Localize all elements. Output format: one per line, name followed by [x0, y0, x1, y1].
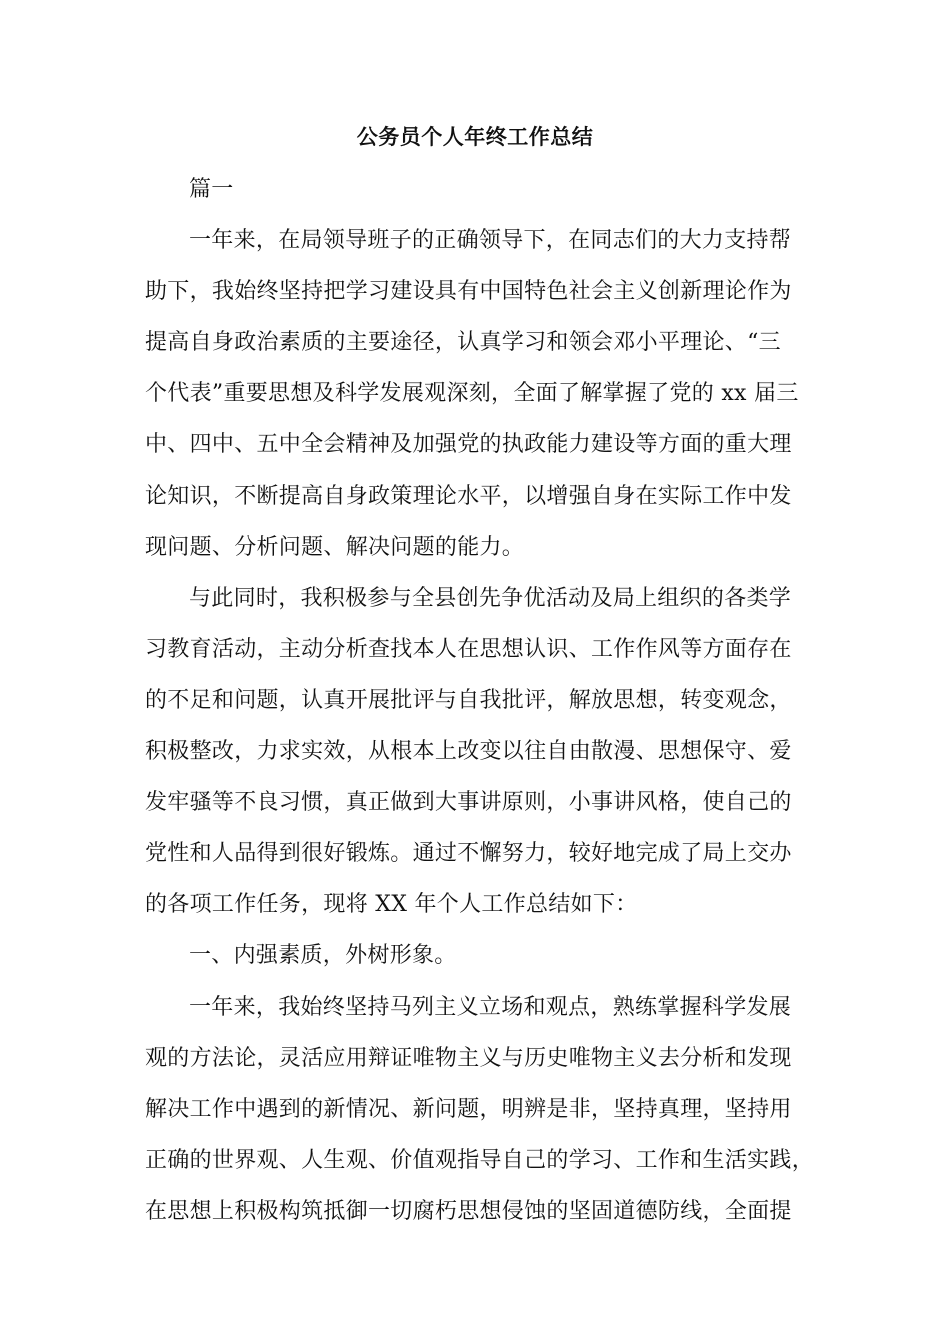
- paragraph-line: 现问题、分析问题、解决问题的能力。: [145, 534, 525, 560]
- paragraph-line: 提高自身政治素质的主要途径，认真学习和领会邓小平理论、“三: [145, 330, 781, 356]
- paragraph-line: 论知识，不断提高自身政策理论水平，以增强自身在实际工作中发: [145, 483, 792, 509]
- paragraph-line: 的各项工作任务，现将 XX 年个人工作总结如下：: [145, 892, 638, 918]
- paragraph-line: 党性和人品得到很好锻炼。通过不懈努力，较好地完成了局上交办: [145, 841, 792, 867]
- subsection-heading: 一、内强素质，外树形象。: [189, 943, 457, 969]
- paragraph-line: 发牢骚等不良习惯，真正做到大事讲原则，小事讲风格，使自己的: [145, 790, 792, 816]
- paragraph-line: 观的方法论，灵活应用辩证唯物主义与历史唯物主义去分析和发现: [145, 1045, 792, 1071]
- paragraph-line: 一年来，在局领导班子的正确领导下，在同志们的大力支持帮: [189, 228, 792, 254]
- paragraph-line: 中、四中、五中全会精神及加强党的执政能力建设等方面的重大理: [145, 432, 792, 458]
- paragraph-line: 解决工作中遇到的新情况、新问题，明辨是非，坚持真理，坚持用: [145, 1096, 792, 1122]
- paragraph-line: 积极整改，力求实效，从根本上改变以往自由散漫、思想保守、爱: [145, 739, 792, 765]
- document-body: [145, 174, 815, 1247]
- page-title: 公务员个人年终工作总结: [356, 125, 594, 149]
- paragraph-line: 一年来，我始终坚持马列主义立场和观点，熟练掌握科学发展: [189, 994, 792, 1020]
- paragraph-line: 习教育活动，主动分析查找本人在思想认识、工作作风等方面存在: [145, 636, 792, 662]
- section-heading: 篇一: [189, 177, 234, 202]
- paragraph-line: 正确的世界观、人生观、价值观指导自己的学习、工作和生活实践，: [145, 1147, 815, 1173]
- paragraph-line: 个代表”重要思想及科学发展观深刻，全面了解掌握了党的 xx 届三: [145, 381, 799, 407]
- paragraph-line: 与此同时，我积极参与全县创先争优活动及局上组织的各类学: [189, 585, 792, 611]
- paragraph-line: 的不足和问题，认真开展批评与自我批评，解放思想，转变观念，: [145, 687, 792, 713]
- paragraph-line: 助下，我始终坚持把学习建设具有中国特色社会主义创新理论作为: [145, 279, 792, 305]
- paragraph-line: 在思想上积极构筑抵御一切腐朽思想侵蚀的坚固道德防线，全面提: [145, 1198, 792, 1224]
